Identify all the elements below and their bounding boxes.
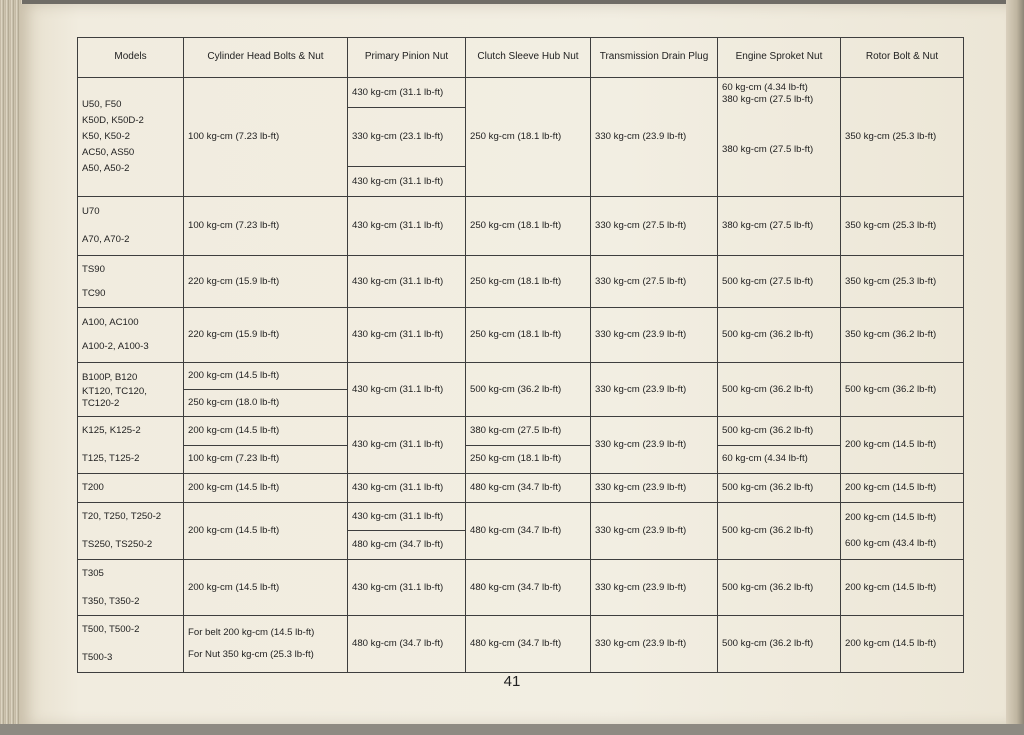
rotor-bolt-value: 350 kg-cm (25.3 lb-ft) [841,255,964,308]
rotor-bolt-value [841,503,964,560]
clutch-sleeve-value: 250 kg-cm (18.1 lb-ft) [466,308,591,363]
page-stack-edge [0,0,22,735]
primary-pinion-value: 430 kg-cm (31.1 lb-ft) [348,503,466,531]
rotor-bolt-value: 350 kg-cm (25.3 lb-ft) [841,197,964,256]
clutch-sleeve-value: 250 kg-cm (18.1 lb-ft) [466,197,591,256]
cylinder-head-value: 100 kg-cm (7.23 lb-ft) [184,445,348,473]
model-name: K125, K125-2 [82,425,141,437]
primary-pinion-value: 430 kg-cm (31.1 lb-ft) [348,308,466,363]
rotor-bolt-line: 200 kg-cm (14.5 lb-ft) [845,511,937,523]
models-cell [78,197,184,256]
models-cell [78,473,184,502]
clutch-sleeve-value: 250 kg-cm (18.1 lb-ft) [466,255,591,308]
table-row [78,197,964,256]
clutch-sleeve-value: 480 kg-cm (34.7 lb-ft) [466,559,591,616]
cylinder-head-value: 100 kg-cm (7.23 lb-ft) [184,78,348,197]
page-number: 41 [503,673,521,690]
clutch-sleeve-value: 480 kg-cm (34.7 lb-ft) [466,503,591,560]
header-row [78,38,964,78]
engine-sproket-value: 500 kg-cm (36.2 lb-ft) [718,417,841,445]
engine-sproket-value: 500 kg-cm (36.2 lb-ft) [718,503,841,560]
header-primary-pinion: Primary Pinion Nut [348,38,466,78]
primary-pinion-value: 430 kg-cm (31.1 lb-ft) [348,473,466,502]
model-name: A100-2, A100-3 [82,341,149,353]
cylinder-head-value: 220 kg-cm (15.9 lb-ft) [184,308,348,363]
model-name: K50, K50-2 [82,131,131,143]
primary-pinion-value: 430 kg-cm (31.1 lb-ft) [348,197,466,256]
rotor-bolt-value: 500 kg-cm (36.2 lb-ft) [841,362,964,417]
clutch-sleeve-value: 250 kg-cm (18.1 lb-ft) [466,78,591,197]
cylinder-head-value: 100 kg-cm (7.23 lb-ft) [184,197,348,256]
table-row [78,616,964,673]
header-clutch-sleeve: Clutch Sleeve Hub Nut [466,38,591,78]
primary-pinion-value: 430 kg-cm (31.1 lb-ft) [348,559,466,616]
header-cylinder-head: Cylinder Head Bolts & Nut [184,38,348,78]
transmission-drain-value: 330 kg-cm (23.9 lb-ft) [591,78,718,197]
primary-pinion-value: 330 kg-cm (23.1 lb-ft) [348,108,466,167]
table-row [78,445,964,473]
header-transmission-drain: Transmission Drain Plug [591,38,718,78]
models-cell [78,308,184,363]
engine-sproket-value: 500 kg-cm (27.5 lb-ft) [718,255,841,308]
clutch-sleeve-value: 500 kg-cm (36.2 lb-ft) [466,362,591,417]
engine-sproket-value: 500 kg-cm (36.2 lb-ft) [718,559,841,616]
model-name: TC90 [82,287,106,299]
transmission-drain-value: 330 kg-cm (23.9 lb-ft) [591,559,718,616]
engine-sproket-line: 60 kg-cm (4.34 lb-ft) [722,82,808,93]
transmission-drain-value: 330 kg-cm (23.9 lb-ft) [591,417,718,474]
models-cell [78,78,184,197]
model-name: T20, T250, T250-2 [82,510,162,522]
model-name: T500-3 [82,652,113,664]
rotor-bolt-value: 350 kg-cm (36.2 lb-ft) [841,308,964,363]
models-cell [78,503,184,560]
clutch-sleeve-value: 480 kg-cm (34.7 lb-ft) [466,473,591,502]
cylinder-head-value [184,616,348,673]
transmission-drain-value: 330 kg-cm (23.9 lb-ft) [591,503,718,560]
engine-sproket-line: 380 kg-cm (27.5 lb-ft) [722,93,814,105]
models-cell [78,255,184,308]
clutch-sleeve-value: 250 kg-cm (18.1 lb-ft) [466,445,591,473]
header-rotor-bolt: Rotor Bolt & Nut [841,38,964,78]
cylinder-head-value: 220 kg-cm (15.9 lb-ft) [184,255,348,308]
models-cell [78,417,184,474]
model-name: TS250, TS250-2 [82,538,153,550]
table-row [78,78,964,108]
cylinder-head-line: For Nut 350 kg-cm (25.3 lb-ft) [188,649,314,661]
primary-pinion-value: 430 kg-cm (31.1 lb-ft) [348,362,466,417]
rotor-bolt-value: 200 kg-cm (14.5 lb-ft) [841,559,964,616]
rotor-bolt-line: 600 kg-cm (43.4 lb-ft) [845,537,937,549]
model-name: A70, A70-2 [82,233,130,245]
model-name: TC120-2 [82,397,120,409]
torque-spec-table [77,37,964,673]
model-name: B100P, B120 [82,371,138,383]
rotor-bolt-value: 200 kg-cm (14.5 lb-ft) [841,473,964,502]
table-row [78,255,964,308]
cylinder-head-value: 200 kg-cm (14.5 lb-ft) [184,559,348,616]
transmission-drain-value: 330 kg-cm (27.5 lb-ft) [591,255,718,308]
cylinder-head-value: 250 kg-cm (18.0 lb-ft) [184,390,348,417]
table-row [78,417,964,445]
engine-sproket-value: 500 kg-cm (36.2 lb-ft) [718,473,841,502]
models-cell [78,559,184,616]
engine-sproket-value: 380 kg-cm (27.5 lb-ft) [718,197,841,256]
models-cell [78,616,184,673]
model-name: T500, T500-2 [82,624,140,636]
model-name: T350, T350-2 [82,595,140,607]
primary-pinion-value: 430 kg-cm (31.1 lb-ft) [348,78,466,108]
transmission-drain-value: 330 kg-cm (23.9 lb-ft) [591,473,718,502]
primary-pinion-value: 480 kg-cm (34.7 lb-ft) [348,531,466,559]
model-name: T125, T125-2 [82,453,140,465]
clutch-sleeve-value: 380 kg-cm (27.5 lb-ft) [466,417,591,445]
header-engine-sproket: Engine Sproket Nut [718,38,841,78]
models-cell [78,362,184,417]
model-name: AC50, AS50 [82,147,135,159]
table-row [78,473,964,502]
engine-sproket-value: 60 kg-cm (4.34 lb-ft) [718,445,841,473]
book-bottom-edge [0,724,1024,735]
model-name: A50, A50-2 [82,163,130,175]
model-name: T305 [82,567,104,579]
engine-sproket-value: 500 kg-cm (36.2 lb-ft) [718,616,841,673]
primary-pinion-value: 430 kg-cm (31.1 lb-ft) [348,255,466,308]
transmission-drain-value: 330 kg-cm (23.9 lb-ft) [591,362,718,417]
model-name: KT120, TC120, [82,385,147,397]
primary-pinion-value: 480 kg-cm (34.7 lb-ft) [348,616,466,673]
transmission-drain-value: 330 kg-cm (27.5 lb-ft) [591,197,718,256]
engine-sproket-line: 380 kg-cm (27.5 lb-ft) [722,143,814,155]
model-name: A100, AC100 [82,317,139,329]
cylinder-head-value: 200 kg-cm (14.5 lb-ft) [184,417,348,445]
primary-pinion-value: 430 kg-cm (31.1 lb-ft) [348,417,466,474]
table-row [78,559,964,616]
cylinder-head-line: For belt 200 kg-cm (14.5 lb-ft) [188,627,315,639]
header-models: Models [78,38,184,78]
model-name: TS90 [82,263,105,275]
model-name: U70 [82,205,100,217]
rotor-bolt-value: 200 kg-cm (14.5 lb-ft) [841,616,964,673]
clutch-sleeve-value: 480 kg-cm (34.7 lb-ft) [466,616,591,673]
rotor-bolt-value: 200 kg-cm (14.5 lb-ft) [841,417,964,474]
table-row [78,362,964,389]
table-row [78,308,964,363]
cylinder-head-value: 200 kg-cm (14.5 lb-ft) [184,473,348,502]
cylinder-head-value: 200 kg-cm (14.5 lb-ft) [184,503,348,560]
engine-sproket-value: 500 kg-cm (36.2 lb-ft) [718,362,841,417]
engine-sproket-value: 500 kg-cm (36.2 lb-ft) [718,308,841,363]
engine-sproket-value [718,78,841,197]
book-spine-edge [1006,0,1024,735]
rotor-bolt-value: 350 kg-cm (25.3 lb-ft) [841,78,964,197]
model-name: U50, F50 [82,99,122,111]
transmission-drain-value: 330 kg-cm (23.9 lb-ft) [591,616,718,673]
model-name: K50D, K50D-2 [82,115,144,127]
model-name: T200 [82,482,104,494]
primary-pinion-value: 430 kg-cm (31.1 lb-ft) [348,166,466,196]
table-row [78,503,964,531]
transmission-drain-value: 330 kg-cm (23.9 lb-ft) [591,308,718,363]
cylinder-head-value: 200 kg-cm (14.5 lb-ft) [184,362,348,389]
